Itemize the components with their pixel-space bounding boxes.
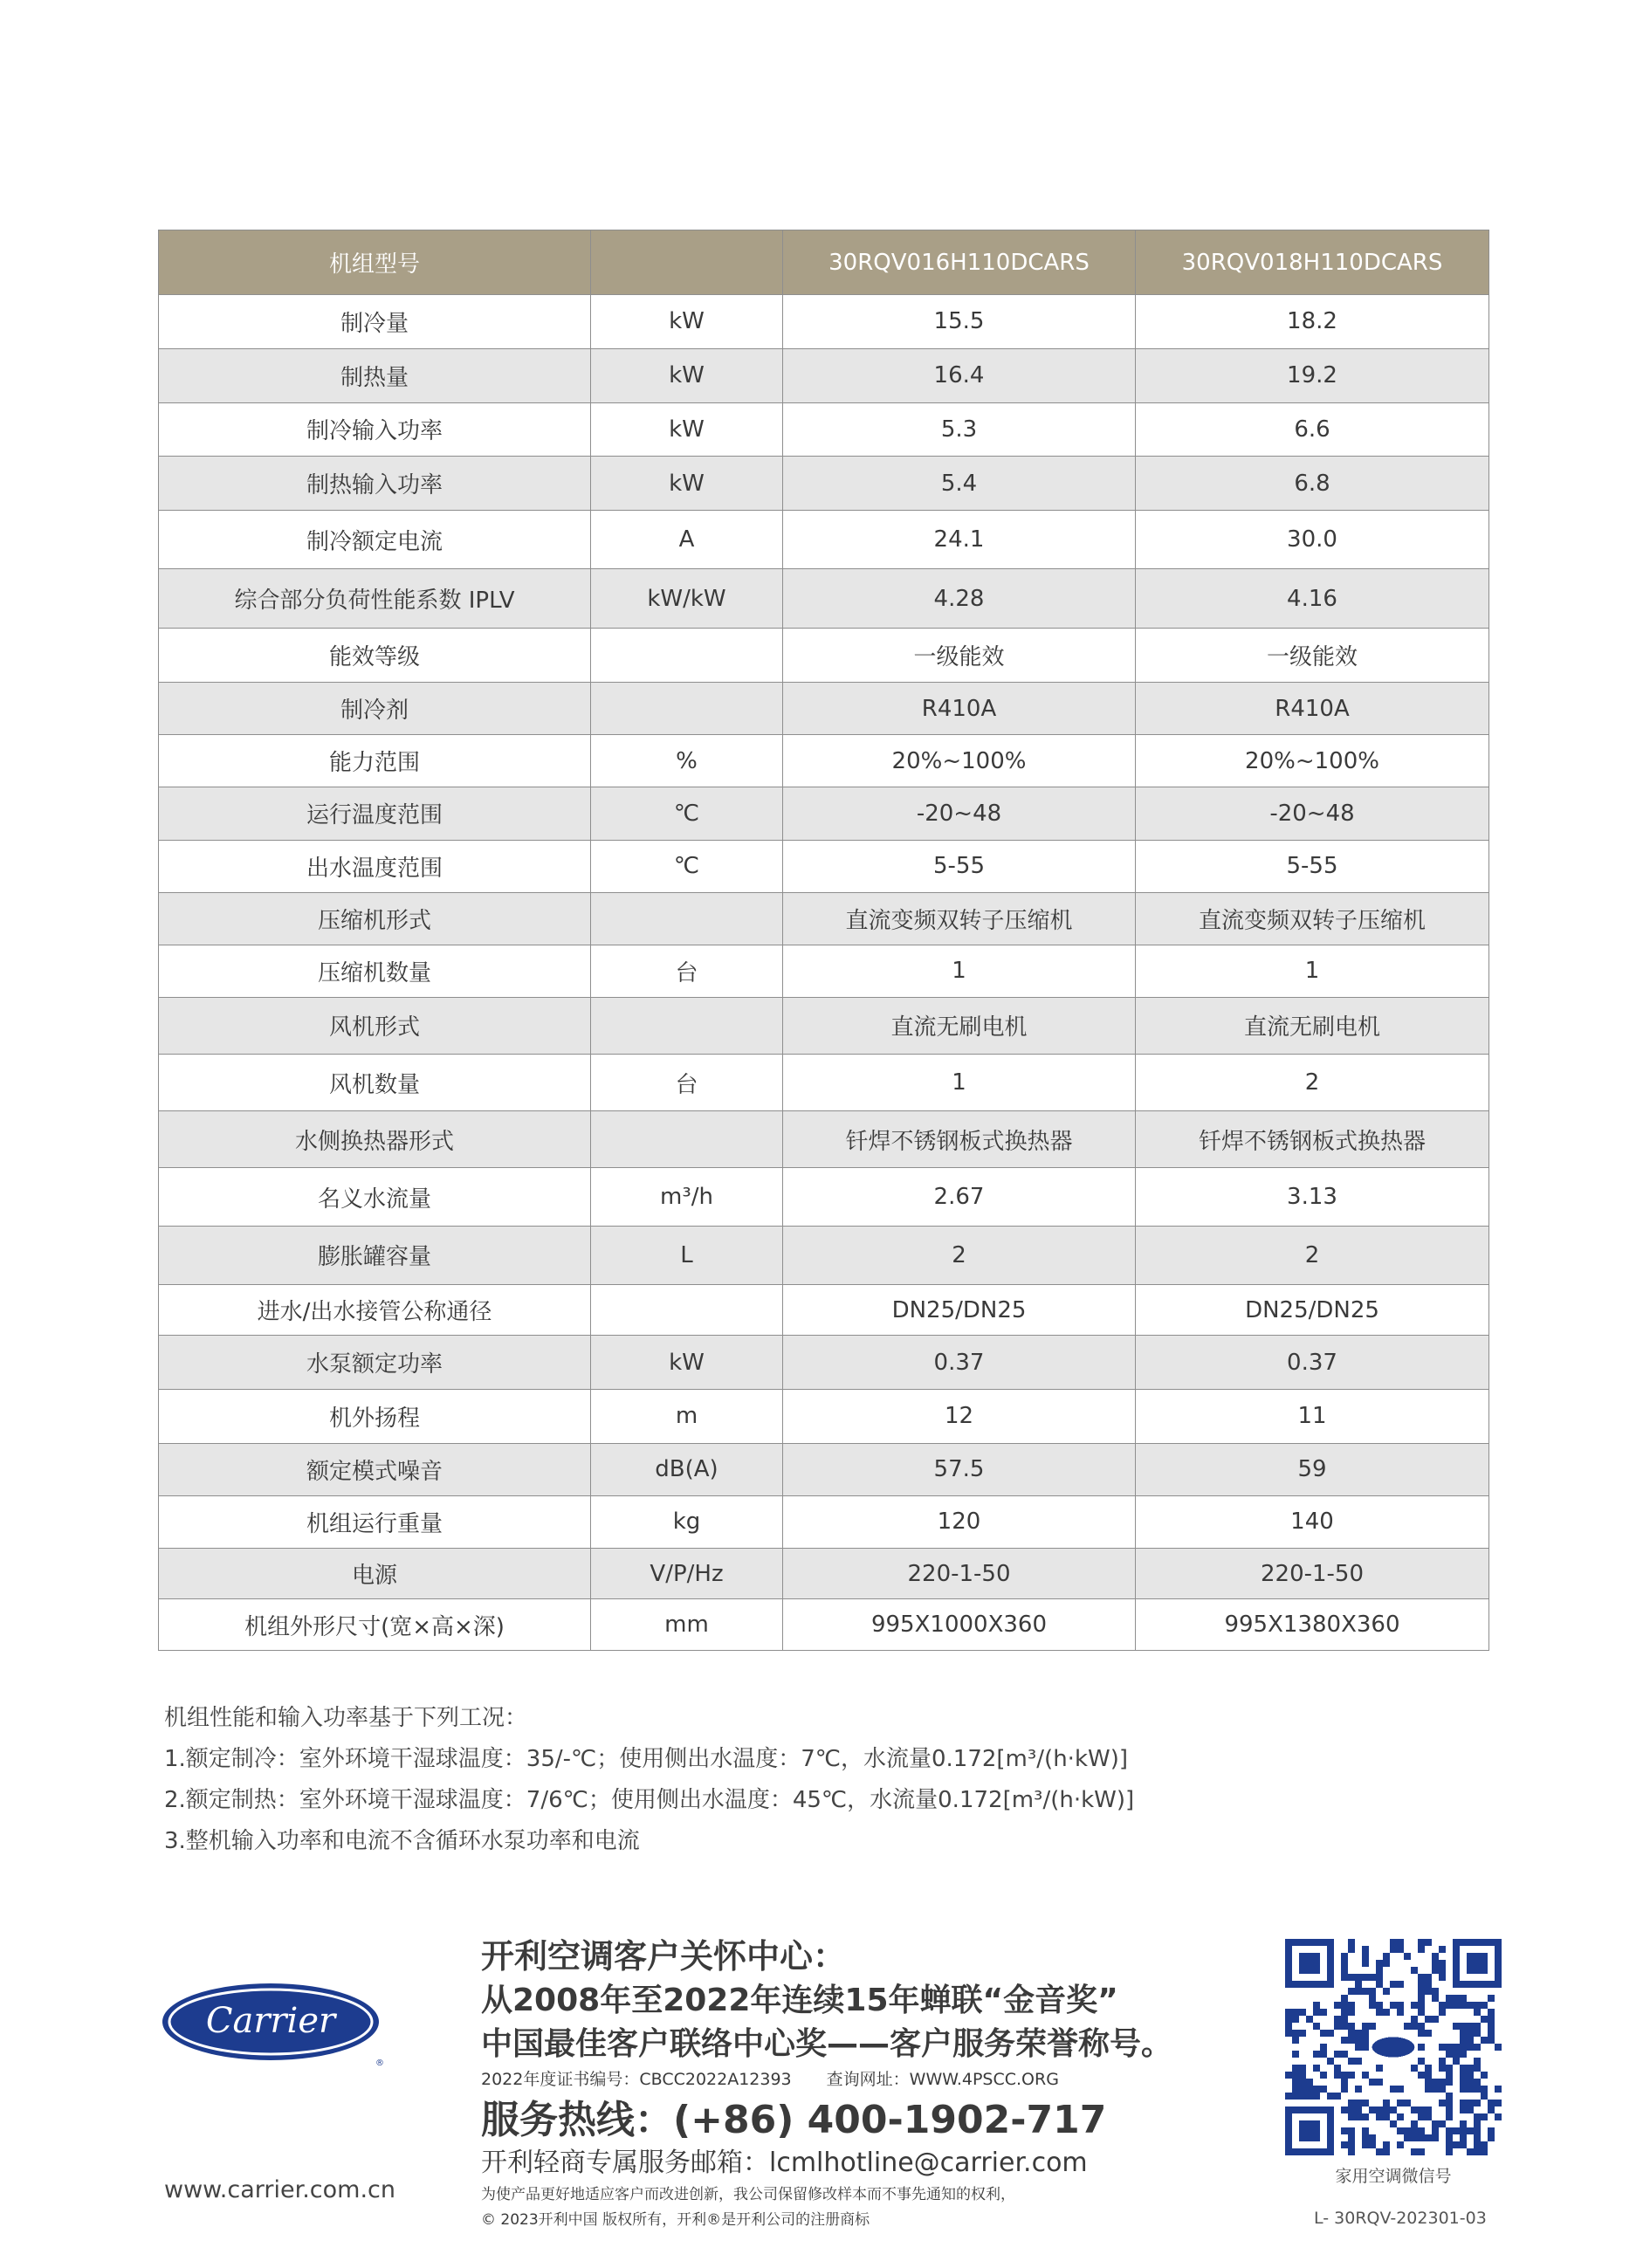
service-email[interactable]: 开利轻商专属服务邮箱：lcmlhotline@carrier.com xyxy=(481,2148,1088,2178)
model-018-value-cell: 19.2 xyxy=(1136,348,1489,402)
table-row xyxy=(159,402,1489,457)
table-row xyxy=(159,997,1489,1054)
unit-cell: kW xyxy=(591,295,783,349)
unit-cell: A xyxy=(591,511,783,569)
unit-cell: ℃ xyxy=(591,840,783,892)
table-row xyxy=(159,735,1489,787)
model-016-value-cell: 2 xyxy=(783,1227,1136,1285)
table-row xyxy=(159,1227,1489,1285)
header-cell: 机组型号 xyxy=(159,230,591,295)
model-018-value-cell: -20~48 xyxy=(1136,787,1489,840)
document-code: L- 30RQV-202301-03 xyxy=(1314,2209,1487,2228)
model-016-value-cell: 一级能效 xyxy=(783,629,1136,683)
notes-line: 1.额定制冷：室外环境干湿球温度：35/-℃；使用侧出水温度：7℃，水流量0.172[m³/(h·kW)] xyxy=(164,1746,1128,1772)
table-row xyxy=(159,457,1489,511)
unit-cell: L xyxy=(591,1227,783,1285)
model-016-value-cell: 1 xyxy=(783,945,1136,997)
model-016-value-cell: 5.4 xyxy=(783,457,1136,511)
table-row xyxy=(159,683,1489,735)
model-016-value-cell: DN25/DN25 xyxy=(783,1284,1136,1335)
table-row xyxy=(159,892,1489,945)
spec-table-body xyxy=(159,295,1489,1651)
unit-cell: 台 xyxy=(591,1054,783,1110)
unit-cell: % xyxy=(591,735,783,787)
param-name-cell: 水侧换热器形式 xyxy=(159,1111,591,1168)
model-018-value-cell: 995X1380X360 xyxy=(1136,1599,1489,1650)
unit-cell: ℃ xyxy=(591,787,783,840)
model-016-value-cell: 20%~100% xyxy=(783,735,1136,787)
table-row xyxy=(159,511,1489,569)
header-cell: 30RQV018H110DCARS xyxy=(1136,230,1489,295)
model-018-value-cell: 钎焊不锈钢板式换热器 xyxy=(1136,1111,1489,1168)
wechat-qr-code xyxy=(1285,1939,1502,2155)
unit-cell: kW xyxy=(591,457,783,511)
unit-cell: kg xyxy=(591,1495,783,1548)
model-016-value-cell: 直流变频双转子压缩机 xyxy=(783,892,1136,945)
param-name-cell: 制冷额定电流 xyxy=(159,511,591,569)
model-018-value-cell: 3.13 xyxy=(1136,1168,1489,1227)
unit-cell: kW/kW xyxy=(591,568,783,628)
header-cell xyxy=(591,230,783,295)
param-name-cell: 综合部分负荷性能系数 IPLV xyxy=(159,568,591,628)
param-name-cell: 制冷剂 xyxy=(159,683,591,735)
table-row xyxy=(159,1054,1489,1110)
table-row xyxy=(159,348,1489,402)
table-row xyxy=(159,787,1489,840)
notes-line: 3.整机输入功率和电流不含循环水泵功率和电流 xyxy=(164,1828,640,1854)
param-name-cell: 制冷量 xyxy=(159,295,591,349)
unit-cell xyxy=(591,683,783,735)
model-018-value-cell: 6.8 xyxy=(1136,457,1489,511)
care-award-line: 从2008年至2022年连续15年蝉联“金音奖” xyxy=(481,1983,1118,2018)
param-name-cell: 制热输入功率 xyxy=(159,457,591,511)
param-name-cell: 机组外形尺寸(宽×高×深) xyxy=(159,1599,591,1650)
carrier-logo xyxy=(161,1980,388,2067)
unit-cell: m xyxy=(591,1390,783,1444)
param-name-cell: 压缩机形式 xyxy=(159,892,591,945)
table-row xyxy=(159,840,1489,892)
model-016-value-cell: 995X1000X360 xyxy=(783,1599,1136,1650)
param-name-cell: 机组运行重量 xyxy=(159,1495,591,1548)
model-018-value-cell: 11 xyxy=(1136,1390,1489,1444)
unit-cell xyxy=(591,1111,783,1168)
table-row xyxy=(159,1599,1489,1650)
param-name-cell: 额定模式噪音 xyxy=(159,1443,591,1495)
unit-cell: kW xyxy=(591,402,783,457)
svg-text:®: ® xyxy=(375,2058,384,2067)
model-018-value-cell: 1 xyxy=(1136,945,1489,997)
param-name-cell: 风机数量 xyxy=(159,1054,591,1110)
model-016-value-cell: 12 xyxy=(783,1390,1136,1444)
model-018-value-cell: 6.6 xyxy=(1136,402,1489,457)
model-016-value-cell: 120 xyxy=(783,1495,1136,1548)
model-018-value-cell: 140 xyxy=(1136,1495,1489,1548)
model-018-value-cell: 一级能效 xyxy=(1136,629,1489,683)
model-018-value-cell: 4.16 xyxy=(1136,568,1489,628)
param-name-cell: 水泵额定功率 xyxy=(159,1336,591,1390)
certificate-number: 2022年度证书编号：CBCC2022A12393 xyxy=(481,2070,792,2089)
table-row xyxy=(159,1443,1489,1495)
model-016-value-cell: 220-1-50 xyxy=(783,1549,1136,1599)
table-row xyxy=(159,1390,1489,1444)
param-name-cell: 风机形式 xyxy=(159,997,591,1054)
spec-table xyxy=(158,230,1489,1651)
care-title: 开利空调客户关怀中心： xyxy=(481,1937,847,1976)
model-016-value-cell: -20~48 xyxy=(783,787,1136,840)
table-row xyxy=(159,1111,1489,1168)
param-name-cell: 能效等级 xyxy=(159,629,591,683)
unit-cell: 台 xyxy=(591,945,783,997)
model-018-value-cell: 20%~100% xyxy=(1136,735,1489,787)
model-018-value-cell: 30.0 xyxy=(1136,511,1489,569)
model-016-value-cell: R410A xyxy=(783,683,1136,735)
unit-cell xyxy=(591,1284,783,1335)
param-name-cell: 机外扬程 xyxy=(159,1390,591,1444)
param-name-cell: 能力范围 xyxy=(159,735,591,787)
brand-text: Carrier xyxy=(205,2001,336,2041)
spec-table-header xyxy=(159,230,1489,295)
model-018-value-cell: 直流变频双转子压缩机 xyxy=(1136,892,1489,945)
table-row xyxy=(159,1284,1489,1335)
table-row xyxy=(159,295,1489,349)
website-link[interactable]: www.carrier.com.cn xyxy=(164,2176,395,2203)
unit-cell xyxy=(591,629,783,683)
model-018-value-cell: 直流无刷电机 xyxy=(1136,997,1489,1054)
unit-cell: mm xyxy=(591,1599,783,1650)
certificate-line xyxy=(481,2068,1267,2091)
model-016-value-cell: 57.5 xyxy=(783,1443,1136,1495)
model-018-value-cell: DN25/DN25 xyxy=(1136,1284,1489,1335)
table-row xyxy=(159,629,1489,683)
unit-cell xyxy=(591,892,783,945)
model-016-value-cell: 15.5 xyxy=(783,295,1136,349)
model-016-value-cell: 16.4 xyxy=(783,348,1136,402)
table-row xyxy=(159,1495,1489,1548)
conditions-notes xyxy=(164,1698,1474,1862)
copyright-notice: © 2023开利中国 版权所有，开利®是开利公司的注册商标 xyxy=(481,2211,870,2229)
model-018-value-cell: 2 xyxy=(1136,1054,1489,1110)
param-name-cell: 膨胀罐容量 xyxy=(159,1227,591,1285)
table-row xyxy=(159,568,1489,628)
header-cell: 30RQV016H110DCARS xyxy=(783,230,1136,295)
param-name-cell: 进水/出水接管公称通径 xyxy=(159,1284,591,1335)
model-016-value-cell: 钎焊不锈钢板式换热器 xyxy=(783,1111,1136,1168)
table-row xyxy=(159,945,1489,997)
model-016-value-cell: 1 xyxy=(783,1054,1136,1110)
model-016-value-cell: 0.37 xyxy=(783,1336,1136,1390)
unit-cell: kW xyxy=(591,348,783,402)
model-016-value-cell: 24.1 xyxy=(783,511,1136,569)
model-016-value-cell: 5.3 xyxy=(783,402,1136,457)
model-018-value-cell: R410A xyxy=(1136,683,1489,735)
param-name-cell: 制热量 xyxy=(159,348,591,402)
notes-title: 机组性能和输入功率基于下列工况： xyxy=(164,1705,528,1731)
service-hotline[interactable]: 服务热线：(+86) 400-1902-717 xyxy=(481,2098,1107,2142)
model-016-value-cell: 4.28 xyxy=(783,568,1136,628)
param-name-cell: 名义水流量 xyxy=(159,1168,591,1227)
model-018-value-cell: 2 xyxy=(1136,1227,1489,1285)
unit-cell xyxy=(591,997,783,1054)
legal-notice: 为使产品更好地适应客户而改进创新，我公司保留修改样本而不事先通知的权利， xyxy=(481,2186,1015,2203)
model-016-value-cell: 5-55 xyxy=(783,840,1136,892)
param-name-cell: 运行温度范围 xyxy=(159,787,591,840)
unit-cell: dB(A) xyxy=(591,1443,783,1495)
unit-cell: m³/h xyxy=(591,1168,783,1227)
care-award-line: 中国最佳客户联络中心奖——客户服务荣誉称号。 xyxy=(481,2026,1173,2062)
customer-care-block xyxy=(481,1934,1267,2230)
param-name-cell: 压缩机数量 xyxy=(159,945,591,997)
model-018-value-cell: 220-1-50 xyxy=(1136,1549,1489,1599)
model-016-value-cell: 直流无刷电机 xyxy=(783,997,1136,1054)
table-row xyxy=(159,1336,1489,1390)
unit-cell: kW xyxy=(591,1336,783,1390)
table-row xyxy=(159,1168,1489,1227)
unit-cell: V/P/Hz xyxy=(591,1549,783,1599)
query-site[interactable]: 查询网址：WWW.4PSCC.ORG xyxy=(826,2070,1059,2089)
model-018-value-cell: 0.37 xyxy=(1136,1336,1489,1390)
param-name-cell: 制冷输入功率 xyxy=(159,402,591,457)
model-018-value-cell: 18.2 xyxy=(1136,295,1489,349)
param-name-cell: 电源 xyxy=(159,1549,591,1599)
model-018-value-cell: 59 xyxy=(1136,1443,1489,1495)
table-row xyxy=(159,1549,1489,1599)
notes-line: 2.额定制热：室外环境干湿球温度：7/6℃；使用侧出水温度：45℃，水流量0.172[m³/(h·kW)] xyxy=(164,1787,1135,1813)
model-016-value-cell: 2.67 xyxy=(783,1168,1136,1227)
param-name-cell: 出水温度范围 xyxy=(159,840,591,892)
model-018-value-cell: 5-55 xyxy=(1136,840,1489,892)
qr-caption: 家用空调微信号 xyxy=(1335,2167,1452,2186)
